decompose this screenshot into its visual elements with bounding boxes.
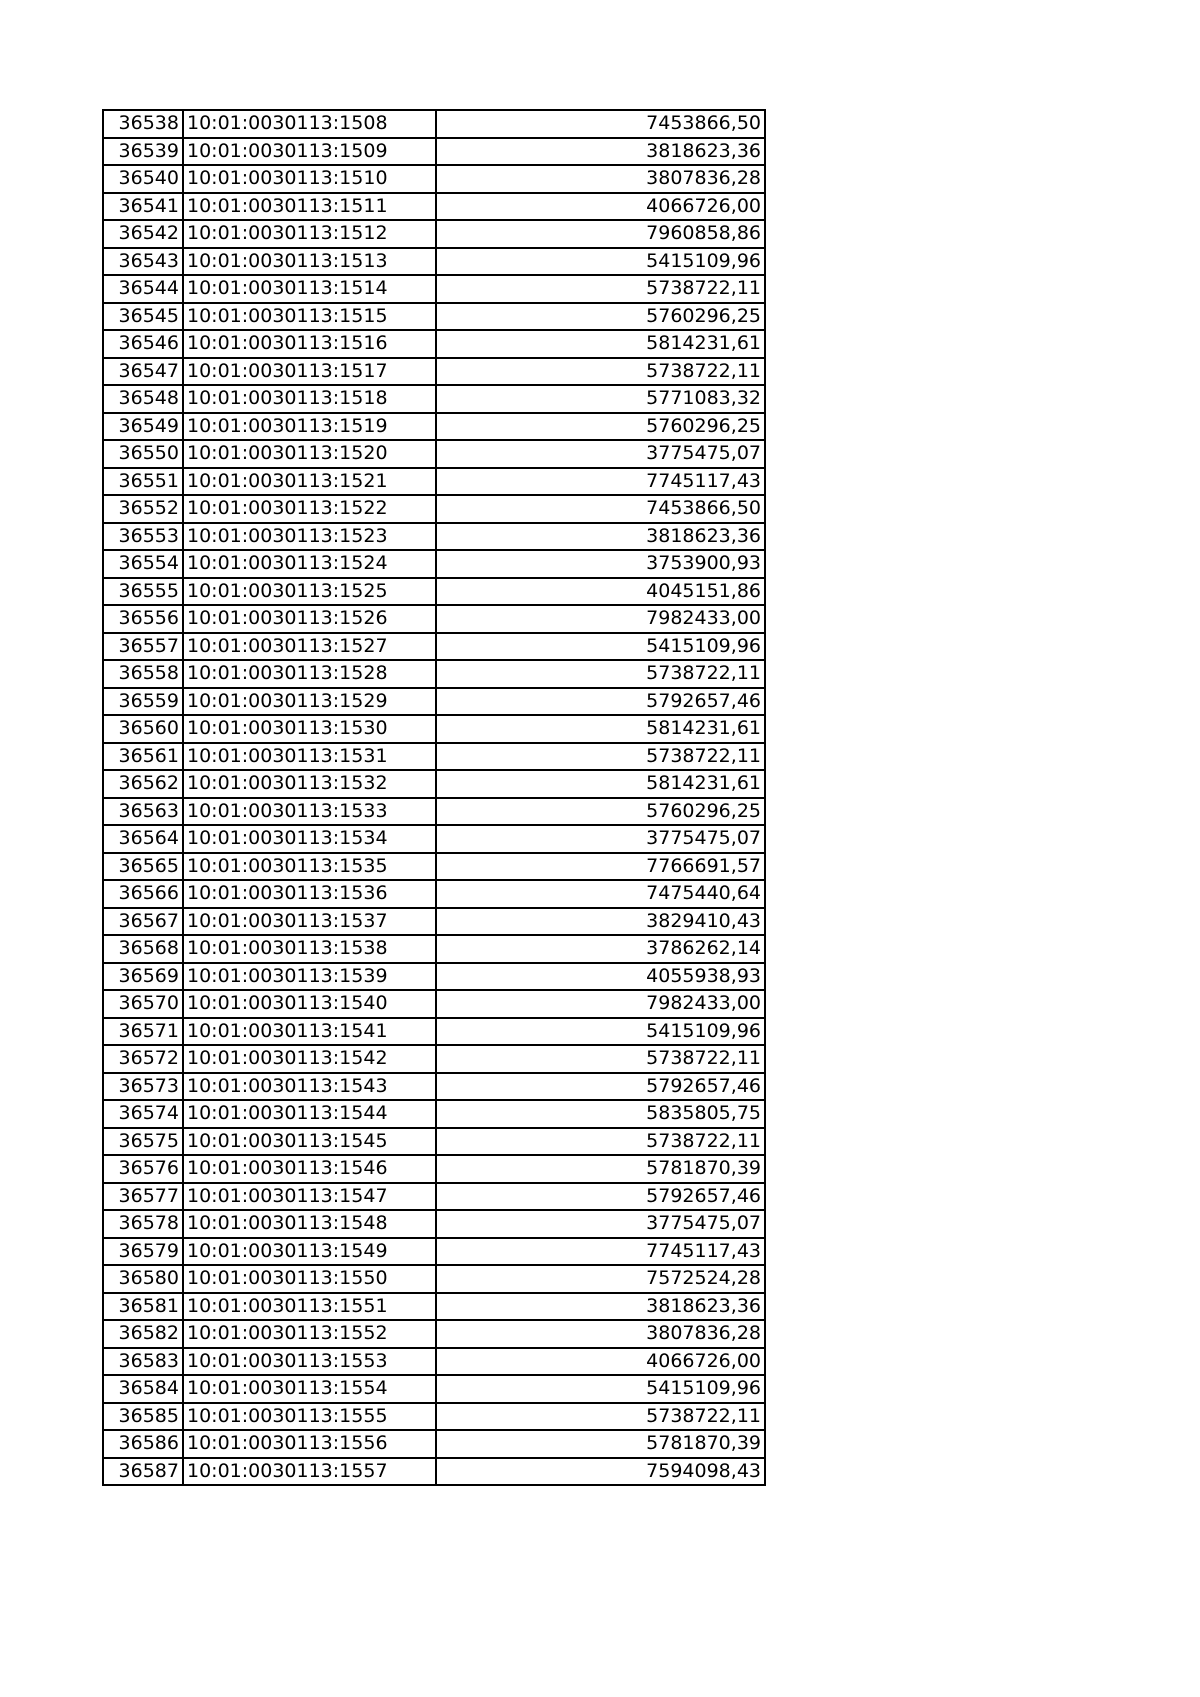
table-row — [103, 1348, 765, 1376]
cadastral-number-cell: 10:01:0030113:1551 — [183, 1293, 436, 1321]
cadastral-number-cell: 10:01:0030113:1515 — [183, 303, 436, 331]
cadastral-number-cell: 10:01:0030113:1539 — [183, 963, 436, 991]
row-number-cell: 36580 — [103, 1265, 183, 1293]
table-row — [103, 1293, 765, 1321]
row-number-cell: 36552 — [103, 495, 183, 523]
row-number-cell: 36561 — [103, 743, 183, 771]
value-cell: 5781870,39 — [436, 1155, 765, 1183]
row-number-cell: 36586 — [103, 1430, 183, 1458]
value-cell: 5792657,46 — [436, 688, 765, 716]
table-row — [103, 688, 765, 716]
table-row — [103, 963, 765, 991]
cadastral-number-cell: 10:01:0030113:1553 — [183, 1348, 436, 1376]
value-cell: 4066726,00 — [436, 1348, 765, 1376]
table-row — [103, 605, 765, 633]
row-number-cell: 36559 — [103, 688, 183, 716]
value-cell: 3807836,28 — [436, 165, 765, 193]
value-cell: 5814231,61 — [436, 330, 765, 358]
value-cell: 5738722,11 — [436, 275, 765, 303]
value-cell: 5760296,25 — [436, 303, 765, 331]
cadastral-number-cell: 10:01:0030113:1523 — [183, 523, 436, 551]
cadastral-number-cell: 10:01:0030113:1543 — [183, 1073, 436, 1101]
value-cell: 4066726,00 — [436, 193, 765, 221]
cadastral-number-cell: 10:01:0030113:1537 — [183, 908, 436, 936]
row-number-cell: 36550 — [103, 440, 183, 468]
row-number-cell: 36556 — [103, 605, 183, 633]
value-cell: 3775475,07 — [436, 440, 765, 468]
value-cell: 3818623,36 — [436, 1293, 765, 1321]
row-number-cell: 36540 — [103, 165, 183, 193]
cadastral-number-cell: 10:01:0030113:1542 — [183, 1045, 436, 1073]
cadastral-number-cell: 10:01:0030113:1527 — [183, 633, 436, 661]
table-row — [103, 440, 765, 468]
cadastral-number-cell: 10:01:0030113:1528 — [183, 660, 436, 688]
table-row — [103, 1045, 765, 1073]
row-number-cell: 36584 — [103, 1375, 183, 1403]
cadastral-number-cell: 10:01:0030113:1521 — [183, 468, 436, 496]
value-cell: 7982433,00 — [436, 605, 765, 633]
cadastral-number-cell: 10:01:0030113:1535 — [183, 853, 436, 881]
table-row — [103, 413, 765, 441]
table-row — [103, 1430, 765, 1458]
cadastral-number-cell: 10:01:0030113:1512 — [183, 220, 436, 248]
value-cell: 3775475,07 — [436, 825, 765, 853]
row-number-cell: 36554 — [103, 550, 183, 578]
row-number-cell: 36578 — [103, 1210, 183, 1238]
table-row — [103, 825, 765, 853]
table-row — [103, 1265, 765, 1293]
table-row — [103, 358, 765, 386]
table-row — [103, 1210, 765, 1238]
row-number-cell: 36553 — [103, 523, 183, 551]
cadastral-number-cell: 10:01:0030113:1532 — [183, 770, 436, 798]
row-number-cell: 36560 — [103, 715, 183, 743]
cadastral-number-cell: 10:01:0030113:1547 — [183, 1183, 436, 1211]
value-cell: 5760296,25 — [436, 413, 765, 441]
table-row — [103, 193, 765, 221]
row-number-cell: 36544 — [103, 275, 183, 303]
table-row — [103, 523, 765, 551]
row-number-cell: 36567 — [103, 908, 183, 936]
table-row — [103, 578, 765, 606]
table-row — [103, 1073, 765, 1101]
row-number-cell: 36555 — [103, 578, 183, 606]
row-number-cell: 36569 — [103, 963, 183, 991]
value-cell: 5415109,96 — [436, 1018, 765, 1046]
cadastral-number-cell: 10:01:0030113:1529 — [183, 688, 436, 716]
value-cell: 5738722,11 — [436, 1403, 765, 1431]
cadastral-number-cell: 10:01:0030113:1555 — [183, 1403, 436, 1431]
cadastral-number-cell: 10:01:0030113:1513 — [183, 248, 436, 276]
cadastral-number-cell: 10:01:0030113:1514 — [183, 275, 436, 303]
cadastre-value-table — [102, 109, 766, 1486]
table-row — [103, 303, 765, 331]
cadastral-number-cell: 10:01:0030113:1520 — [183, 440, 436, 468]
table-row — [103, 798, 765, 826]
table-row — [103, 715, 765, 743]
table-row — [103, 550, 765, 578]
cadastral-number-cell: 10:01:0030113:1534 — [183, 825, 436, 853]
cadastral-number-cell: 10:01:0030113:1533 — [183, 798, 436, 826]
row-number-cell: 36582 — [103, 1320, 183, 1348]
cadastral-number-cell: 10:01:0030113:1524 — [183, 550, 436, 578]
table-row — [103, 1238, 765, 1266]
table-row — [103, 1100, 765, 1128]
cadastral-number-cell: 10:01:0030113:1519 — [183, 413, 436, 441]
row-number-cell: 36587 — [103, 1458, 183, 1486]
table-row — [103, 1155, 765, 1183]
cadastral-number-cell: 10:01:0030113:1546 — [183, 1155, 436, 1183]
table-row — [103, 1018, 765, 1046]
row-number-cell: 36566 — [103, 880, 183, 908]
row-number-cell: 36557 — [103, 633, 183, 661]
cadastral-number-cell: 10:01:0030113:1550 — [183, 1265, 436, 1293]
row-number-cell: 36562 — [103, 770, 183, 798]
value-cell: 7594098,43 — [436, 1458, 765, 1486]
cadastral-number-cell: 10:01:0030113:1548 — [183, 1210, 436, 1238]
table-row — [103, 935, 765, 963]
table-row — [103, 468, 765, 496]
table-row — [103, 633, 765, 661]
value-cell: 5738722,11 — [436, 743, 765, 771]
cadastral-number-cell: 10:01:0030113:1540 — [183, 990, 436, 1018]
row-number-cell: 36583 — [103, 1348, 183, 1376]
table-row — [103, 990, 765, 1018]
row-number-cell: 36572 — [103, 1045, 183, 1073]
table-row — [103, 385, 765, 413]
value-cell: 7475440,64 — [436, 880, 765, 908]
value-cell: 7960858,86 — [436, 220, 765, 248]
row-number-cell: 36565 — [103, 853, 183, 881]
value-cell: 3829410,43 — [436, 908, 765, 936]
value-cell: 5738722,11 — [436, 358, 765, 386]
row-number-cell: 36579 — [103, 1238, 183, 1266]
row-number-cell: 36541 — [103, 193, 183, 221]
value-cell: 5415109,96 — [436, 248, 765, 276]
value-cell: 7453866,50 — [436, 495, 765, 523]
table-row — [103, 1320, 765, 1348]
cadastral-number-cell: 10:01:0030113:1517 — [183, 358, 436, 386]
row-number-cell: 36564 — [103, 825, 183, 853]
table-row — [103, 853, 765, 881]
value-cell: 3753900,93 — [436, 550, 765, 578]
row-number-cell: 36571 — [103, 1018, 183, 1046]
value-cell: 5814231,61 — [436, 770, 765, 798]
row-number-cell: 36574 — [103, 1100, 183, 1128]
cadastral-number-cell: 10:01:0030113:1522 — [183, 495, 436, 523]
table-row — [103, 880, 765, 908]
table-row — [103, 110, 765, 138]
table-row — [103, 165, 765, 193]
row-number-cell: 36547 — [103, 358, 183, 386]
value-cell: 5835805,75 — [436, 1100, 765, 1128]
value-cell: 3775475,07 — [436, 1210, 765, 1238]
row-number-cell: 36575 — [103, 1128, 183, 1156]
row-number-cell: 36539 — [103, 138, 183, 166]
row-number-cell: 36581 — [103, 1293, 183, 1321]
row-number-cell: 36551 — [103, 468, 183, 496]
value-cell: 7572524,28 — [436, 1265, 765, 1293]
table-body — [103, 110, 765, 1485]
row-number-cell: 36538 — [103, 110, 183, 138]
value-cell: 7982433,00 — [436, 990, 765, 1018]
value-cell: 5781870,39 — [436, 1430, 765, 1458]
cadastral-number-cell: 10:01:0030113:1538 — [183, 935, 436, 963]
row-number-cell: 36543 — [103, 248, 183, 276]
table-row — [103, 743, 765, 771]
row-number-cell: 36563 — [103, 798, 183, 826]
row-number-cell: 36542 — [103, 220, 183, 248]
cadastral-number-cell: 10:01:0030113:1545 — [183, 1128, 436, 1156]
value-cell: 7766691,57 — [436, 853, 765, 881]
cadastral-number-cell: 10:01:0030113:1552 — [183, 1320, 436, 1348]
cadastral-number-cell: 10:01:0030113:1549 — [183, 1238, 436, 1266]
cadastral-number-cell: 10:01:0030113:1544 — [183, 1100, 436, 1128]
row-number-cell: 36545 — [103, 303, 183, 331]
value-cell: 5415109,96 — [436, 1375, 765, 1403]
value-cell: 5771083,32 — [436, 385, 765, 413]
table-row — [103, 1128, 765, 1156]
row-number-cell: 36570 — [103, 990, 183, 1018]
value-cell: 5738722,11 — [436, 660, 765, 688]
value-cell: 5738722,11 — [436, 1128, 765, 1156]
value-cell: 5415109,96 — [436, 633, 765, 661]
table-row — [103, 1403, 765, 1431]
row-number-cell: 36558 — [103, 660, 183, 688]
table-row — [103, 495, 765, 523]
table-row — [103, 1375, 765, 1403]
cadastral-number-cell: 10:01:0030113:1554 — [183, 1375, 436, 1403]
cadastral-number-cell: 10:01:0030113:1531 — [183, 743, 436, 771]
cadastral-number-cell: 10:01:0030113:1536 — [183, 880, 436, 908]
value-cell: 5792657,46 — [436, 1073, 765, 1101]
table-row — [103, 1458, 765, 1486]
cadastral-number-cell: 10:01:0030113:1510 — [183, 165, 436, 193]
table-row — [103, 1183, 765, 1211]
value-cell: 5760296,25 — [436, 798, 765, 826]
value-cell: 3786262,14 — [436, 935, 765, 963]
row-number-cell: 36548 — [103, 385, 183, 413]
row-number-cell: 36576 — [103, 1155, 183, 1183]
cadastral-number-cell: 10:01:0030113:1525 — [183, 578, 436, 606]
row-number-cell: 36573 — [103, 1073, 183, 1101]
value-cell: 7745117,43 — [436, 1238, 765, 1266]
row-number-cell: 36585 — [103, 1403, 183, 1431]
cadastral-number-cell: 10:01:0030113:1509 — [183, 138, 436, 166]
table-row — [103, 908, 765, 936]
cadastral-number-cell: 10:01:0030113:1516 — [183, 330, 436, 358]
cadastral-number-cell: 10:01:0030113:1541 — [183, 1018, 436, 1046]
value-cell: 3807836,28 — [436, 1320, 765, 1348]
cadastral-number-cell: 10:01:0030113:1556 — [183, 1430, 436, 1458]
value-cell: 3818623,36 — [436, 138, 765, 166]
row-number-cell: 36549 — [103, 413, 183, 441]
value-cell: 7745117,43 — [436, 468, 765, 496]
cadastral-number-cell: 10:01:0030113:1557 — [183, 1458, 436, 1486]
table-row — [103, 220, 765, 248]
table-row — [103, 275, 765, 303]
value-cell: 4045151,86 — [436, 578, 765, 606]
value-cell: 5792657,46 — [436, 1183, 765, 1211]
value-cell: 5738722,11 — [436, 1045, 765, 1073]
table-row — [103, 248, 765, 276]
row-number-cell: 36546 — [103, 330, 183, 358]
cadastral-number-cell: 10:01:0030113:1508 — [183, 110, 436, 138]
row-number-cell: 36577 — [103, 1183, 183, 1211]
cadastral-number-cell: 10:01:0030113:1526 — [183, 605, 436, 633]
table-row — [103, 660, 765, 688]
cadastral-number-cell: 10:01:0030113:1511 — [183, 193, 436, 221]
value-cell: 7453866,50 — [436, 110, 765, 138]
value-cell: 5814231,61 — [436, 715, 765, 743]
cadastral-number-cell: 10:01:0030113:1530 — [183, 715, 436, 743]
table-row — [103, 770, 765, 798]
table-row — [103, 330, 765, 358]
value-cell: 3818623,36 — [436, 523, 765, 551]
cadastral-number-cell: 10:01:0030113:1518 — [183, 385, 436, 413]
row-number-cell: 36568 — [103, 935, 183, 963]
table-row — [103, 138, 765, 166]
value-cell: 4055938,93 — [436, 963, 765, 991]
